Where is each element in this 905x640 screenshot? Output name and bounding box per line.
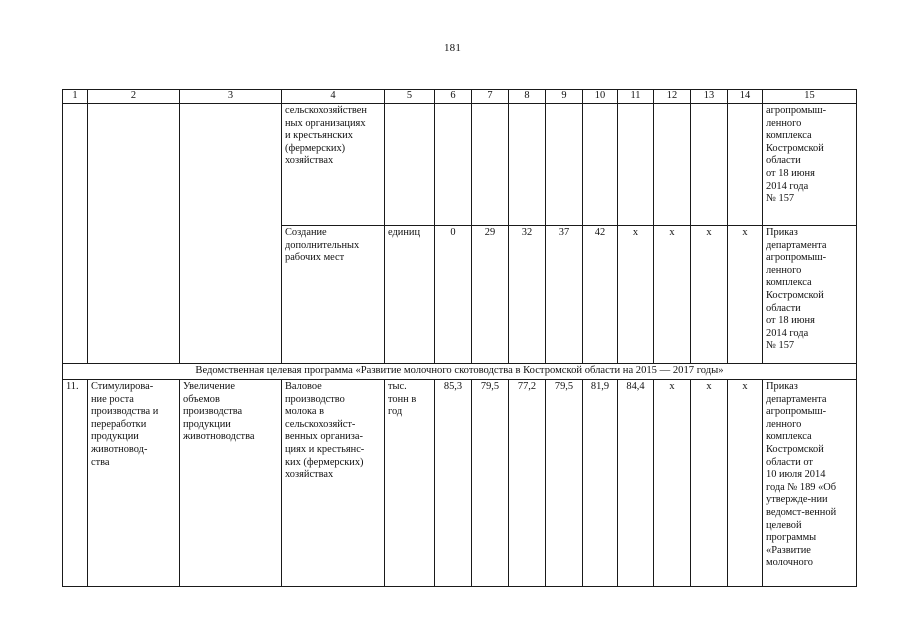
value-cell: 0 <box>435 226 472 364</box>
column-number: 14 <box>728 90 763 104</box>
value-cell: 85,3 <box>435 380 472 587</box>
column-number: 6 <box>435 90 472 104</box>
source-cell <box>763 380 857 587</box>
column-number: 1 <box>63 90 88 104</box>
value-cell: x <box>691 380 728 587</box>
page-number: 181 <box>443 42 462 54</box>
value-cell: 79,5 <box>472 380 509 587</box>
value-cell: 84,4 <box>618 380 654 587</box>
value-cell <box>654 104 691 226</box>
column-number: 13 <box>691 90 728 104</box>
source-cell <box>763 226 857 364</box>
result-cell <box>180 104 282 364</box>
source-text: Приказ департамента агропромыш- ленного комплекса Костромской области от 10 июля 2014 года № 189 «Об утвержде-нии ведомст-венной целевой программы «Развитие молочного <box>766 381 837 569</box>
table-row <box>63 380 857 587</box>
value-cell: x <box>618 226 654 364</box>
indicator-cell <box>282 104 385 226</box>
column-number: 3 <box>180 90 282 104</box>
unit-cell <box>385 104 435 226</box>
value-cell <box>618 104 654 226</box>
value-cell: 29 <box>472 226 509 364</box>
table-row <box>63 104 857 226</box>
indicator-text: Валовое производство молока в сельскохозяйст- венных организа- циях и крестьянс- ких (фермерских) хозяйствах <box>285 381 365 481</box>
column-number-row <box>63 90 857 104</box>
value-cell <box>472 104 509 226</box>
column-number: 12 <box>654 90 691 104</box>
source-text: агропромыш- ленного комплекса Костромской области от 18 июня 2014 года № 157 <box>766 105 827 205</box>
indicator-text: Создание дополнительных рабочих мест <box>285 227 360 264</box>
value-cell <box>509 104 546 226</box>
column-number: 5 <box>385 90 435 104</box>
column-number: 7 <box>472 90 509 104</box>
column-number: 4 <box>282 90 385 104</box>
value-cell: x <box>691 226 728 364</box>
column-number: 10 <box>583 90 618 104</box>
task-text: Стимулирова- ние роста производства и переработки продукции животновод- ства <box>91 381 159 468</box>
value-cell: 77,2 <box>509 380 546 587</box>
section-title: Ведомственная целевая программа «Развитие молочного скотоводства в Костромской области на 2015 — 2017 годы» <box>63 364 857 380</box>
result-cell <box>180 380 282 587</box>
section-row <box>63 364 857 380</box>
column-number: 9 <box>546 90 583 104</box>
value-cell: 37 <box>546 226 583 364</box>
indicator-text: сельскохозяйствен ных организациях и крестьянских (фермерских) хозяйствах <box>285 105 367 167</box>
unit-cell <box>385 380 435 587</box>
value-cell: x <box>654 226 691 364</box>
value-cell <box>435 104 472 226</box>
indicator-cell <box>282 226 385 364</box>
value-cell <box>546 104 583 226</box>
value-cell: 79,5 <box>546 380 583 587</box>
value-cell: x <box>728 226 763 364</box>
value-cell <box>691 104 728 226</box>
column-number: 8 <box>509 90 546 104</box>
value-cell: 81,9 <box>583 380 618 587</box>
column-number: 15 <box>763 90 857 104</box>
value-cell <box>583 104 618 226</box>
task-cell <box>88 104 180 364</box>
value-cell: 42 <box>583 226 618 364</box>
value-cell: x <box>654 380 691 587</box>
value-cell: x <box>728 380 763 587</box>
column-number: 2 <box>88 90 180 104</box>
value-cell: 32 <box>509 226 546 364</box>
indicators-table <box>62 89 857 587</box>
row-number-cell: 11. <box>63 380 88 587</box>
result-text: Увеличение объемов производства продукции животноводства <box>183 381 255 443</box>
row-number-cell <box>63 104 88 364</box>
value-cell <box>728 104 763 226</box>
source-text: Приказ департамента агропромыш- ленного комплекса Костромской области от 18 июня 2014 года № 157 <box>766 227 827 352</box>
task-cell <box>88 380 180 587</box>
source-cell <box>763 104 857 226</box>
unit-text: тыс. тонн в год <box>388 381 417 418</box>
unit-cell: единиц <box>385 226 435 364</box>
indicator-cell <box>282 380 385 587</box>
column-number: 11 <box>618 90 654 104</box>
